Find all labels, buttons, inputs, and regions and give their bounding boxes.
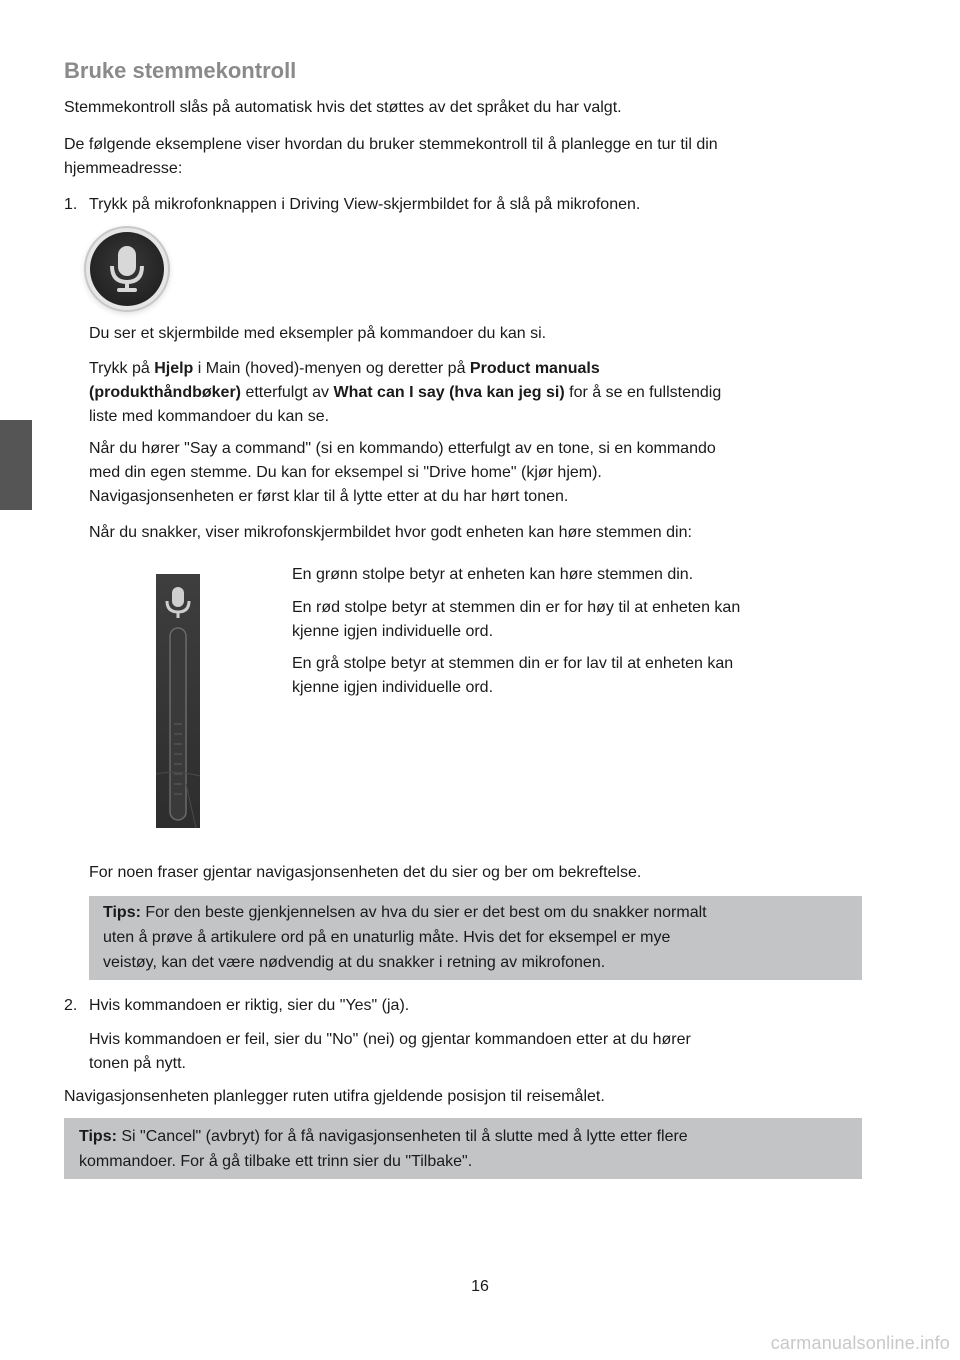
repeat-text: For noen fraser gjentar navigasjonsenheten det du sier og ber om bekreftelse.	[89, 864, 642, 881]
step-1-number: 1.	[64, 196, 78, 213]
help-menu-term: Hjelp	[154, 360, 194, 377]
wrong-command-text	[89, 1028, 691, 1076]
tip-box	[89, 896, 862, 980]
step-2-text: Hvis kommandoen er riktig, sier du "Yes" (ja).	[89, 997, 410, 1014]
what-can-i-say-term: What can I say (hva kan jeg si)	[333, 384, 565, 401]
grey-bar-line: kjenne igjen individuelle ord.	[292, 679, 494, 696]
red-bar-line: kjenne igjen individuelle ord.	[292, 623, 494, 640]
tip-line: kommandoer. For å gå tilbake ett trinn sier du "Tilbake".	[79, 1153, 473, 1170]
grey-bar-line: En grå stolpe betyr at stemmen din er for lav til at enheten kan	[292, 655, 734, 672]
route-text: Navigasjonsenheten planlegger ruten utifra gjeldende posisjon til reisemålet.	[64, 1088, 605, 1105]
page-title: Bruke stemmekontroll	[64, 58, 297, 83]
microphone-icon	[90, 232, 164, 306]
microphone-button	[90, 232, 164, 306]
hear-line: Når du hører "Say a command" (si en kommando) etterfulgt av en tone, si en kommando	[89, 440, 716, 457]
tip-line: uten å prøve å artikulere ord på en unaturlig måte. Hvis det for eksempel er mye	[103, 929, 671, 946]
green-bar-text: En grønn stolpe betyr at enheten kan høre stemmen din.	[292, 566, 694, 583]
intro-paragraph-1: Stemmekontroll slås på automatisk hvis det støttes av det språket du har valgt.	[64, 99, 622, 116]
tip-box-2	[64, 1118, 862, 1179]
microphone-icon	[167, 587, 189, 618]
red-bar-line: En rød stolpe betyr at stemmen din er for høy til at enheten kan	[292, 599, 741, 616]
help-paragraph	[89, 357, 721, 429]
help-text: i Main (hoved)-menyen og deretter på	[193, 360, 470, 377]
tip-line: For den beste gjenkjennelsen av hva du sier er det best om du snakker normalt	[140, 904, 707, 921]
microphone-level-meter	[156, 574, 200, 828]
wrong-command-line: tonen på nytt.	[89, 1055, 186, 1072]
help-text: liste med kommandoer du kan se.	[89, 408, 330, 425]
tip-line: Si "Cancel" (avbryt) for å få navigasjonsenheten til å slutte med å lytte etter flere	[116, 1128, 688, 1145]
watermark: carmanualsonline.info	[770, 1333, 950, 1353]
grey-bar-text	[292, 652, 733, 700]
hear-paragraph	[89, 437, 716, 509]
hear-line: Navigasjonsenheten er først klar til å lytte etter at du har hørt tonen.	[89, 488, 569, 505]
product-manuals-term: Product manuals	[469, 360, 600, 377]
red-bar-text	[292, 596, 740, 644]
tip-label: Tips:	[103, 904, 141, 921]
help-text: etterfulgt av	[241, 384, 334, 401]
wrong-command-line: Hvis kommandoen er feil, sier du "No" (nei) og gjentar kommandoen etter at du hører	[89, 1031, 691, 1048]
step-1-text: Trykk på mikrofonknappen i Driving View-skjermbildet for å slå på mikrofonen.	[89, 196, 641, 213]
intro-2-line-2: hjemmeadresse:	[64, 160, 183, 177]
intro-paragraph-2	[64, 133, 718, 181]
product-manuals-term: (produkthåndbøker)	[89, 384, 241, 401]
speak-paragraph: Når du snakker, viser mikrofonskjermbildet hvor godt enheten kan høre stemmen din:	[89, 524, 692, 541]
examples-text: Du ser et skjermbilde med eksempler på kommandoer du kan si.	[89, 325, 547, 342]
tip-line: veistøy, kan det være nødvendig at du snakker i retning av mikrofonen.	[103, 954, 606, 971]
help-text: for å se en fullstendig	[564, 384, 722, 401]
tip-label: Tips:	[79, 1128, 117, 1145]
hear-line: med din egen stemme. Du kan for eksempel si "Drive home" (kjør hjem).	[89, 464, 602, 481]
intro-2-line-1: De følgende eksemplene viser hvordan du bruker stemmekontroll til å planlegge en tur til din	[64, 136, 718, 153]
step-2-number: 2.	[64, 997, 78, 1014]
page-number: 16	[471, 1278, 489, 1295]
help-text: Trykk på	[89, 360, 155, 377]
chapter-side-tab	[0, 420, 32, 510]
